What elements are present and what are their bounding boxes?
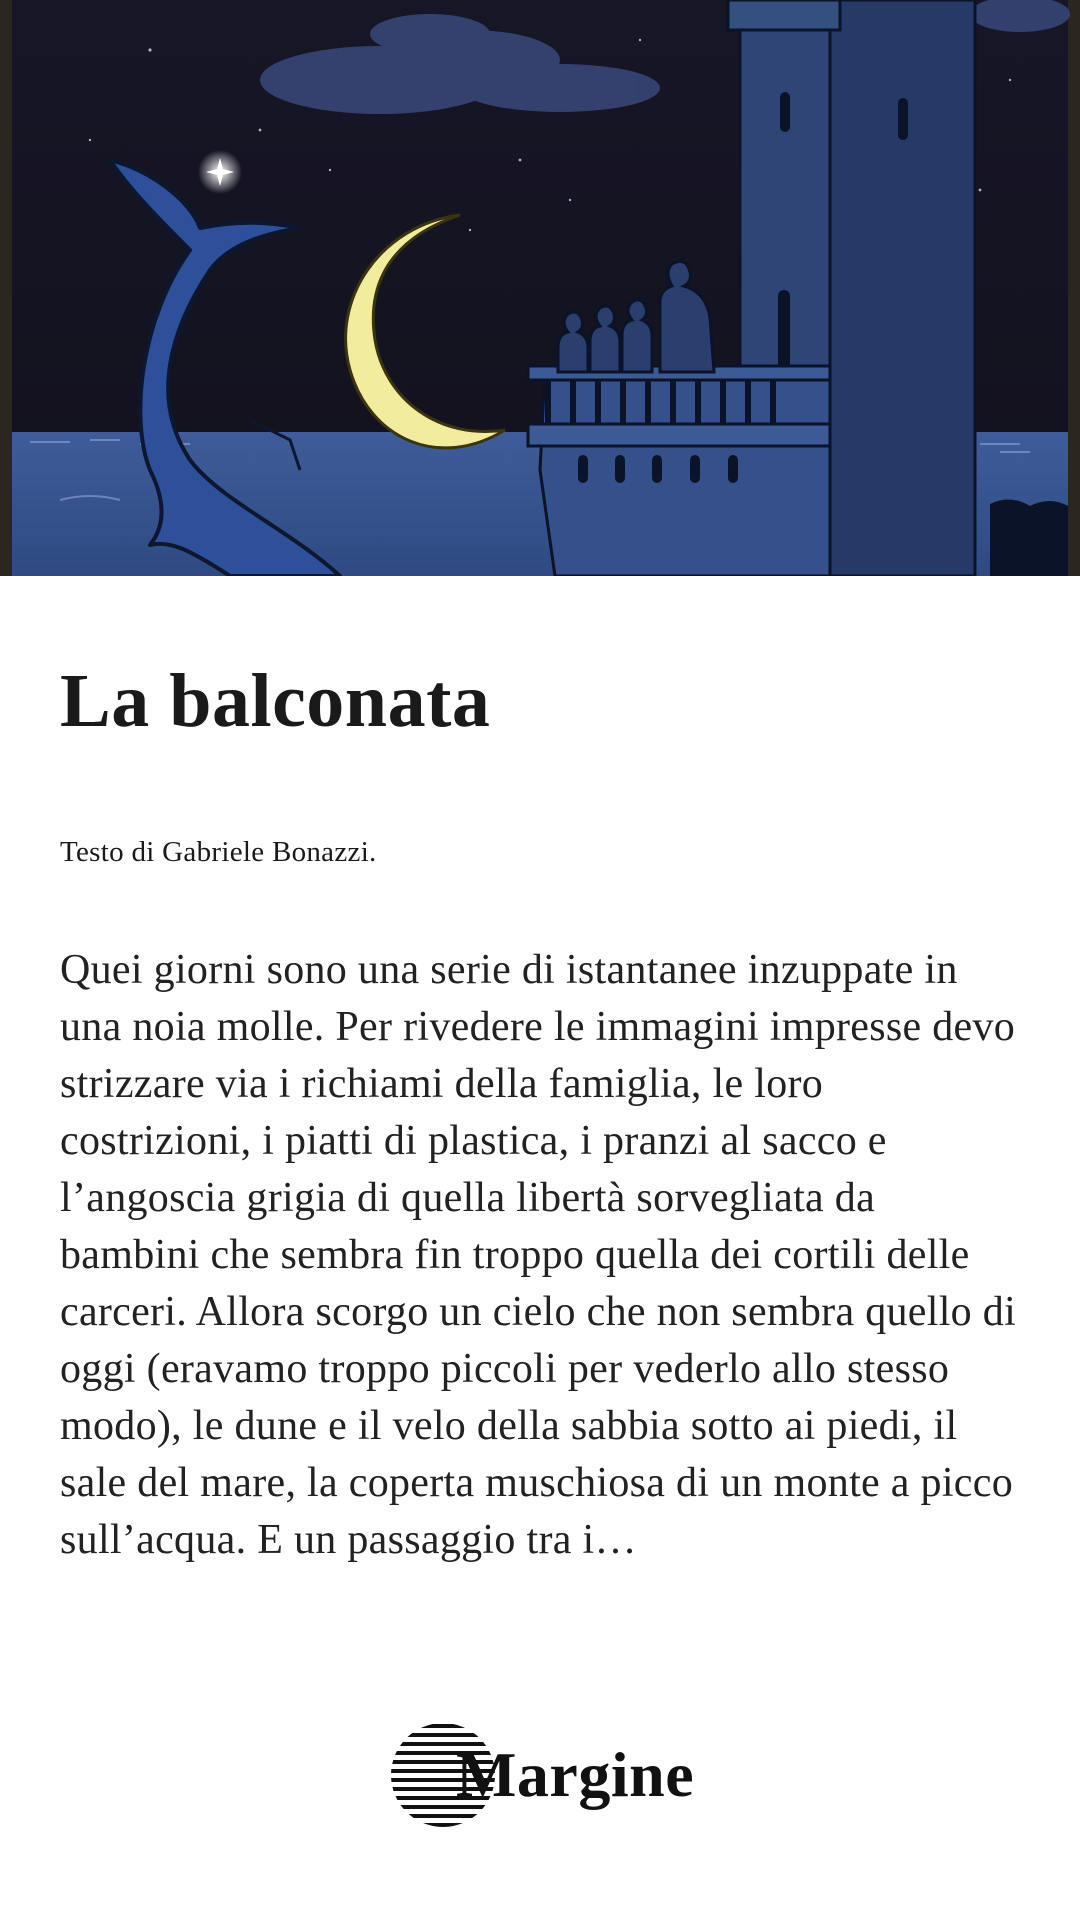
brand-logo[interactable]	[390, 1718, 694, 1832]
star-icon	[198, 150, 242, 194]
brand-name: Margine	[456, 1739, 695, 1810]
hero-illustration	[0, 0, 1080, 576]
article-title: La balconata	[60, 659, 491, 743]
article-byline: Testo di Gabriele Bonazzi.	[60, 836, 377, 868]
article-excerpt: Quei giorni sono una serie di istantanee inzuppate in una noia molle. Per rivedere le immagini impresse devo strizzare via i richiami della famiglia, le loro costrizioni, i piatti di plastica, i pranzi al sacco e l’angoscia grigia di quella libertà sorvegliata da bambini che sembra fin troppo quella dei cortili delle carceri. Allora scorgo un cielo che non sembra quello di oggi (eravamo troppo piccoli per vederlo allo stesso modo), le dune e il velo della sabbia sotto ai piedi, il sale del mare, la coperta muschiosa di un monte a picco sull’acqua. E un passaggio tra i…	[60, 947, 1017, 1563]
